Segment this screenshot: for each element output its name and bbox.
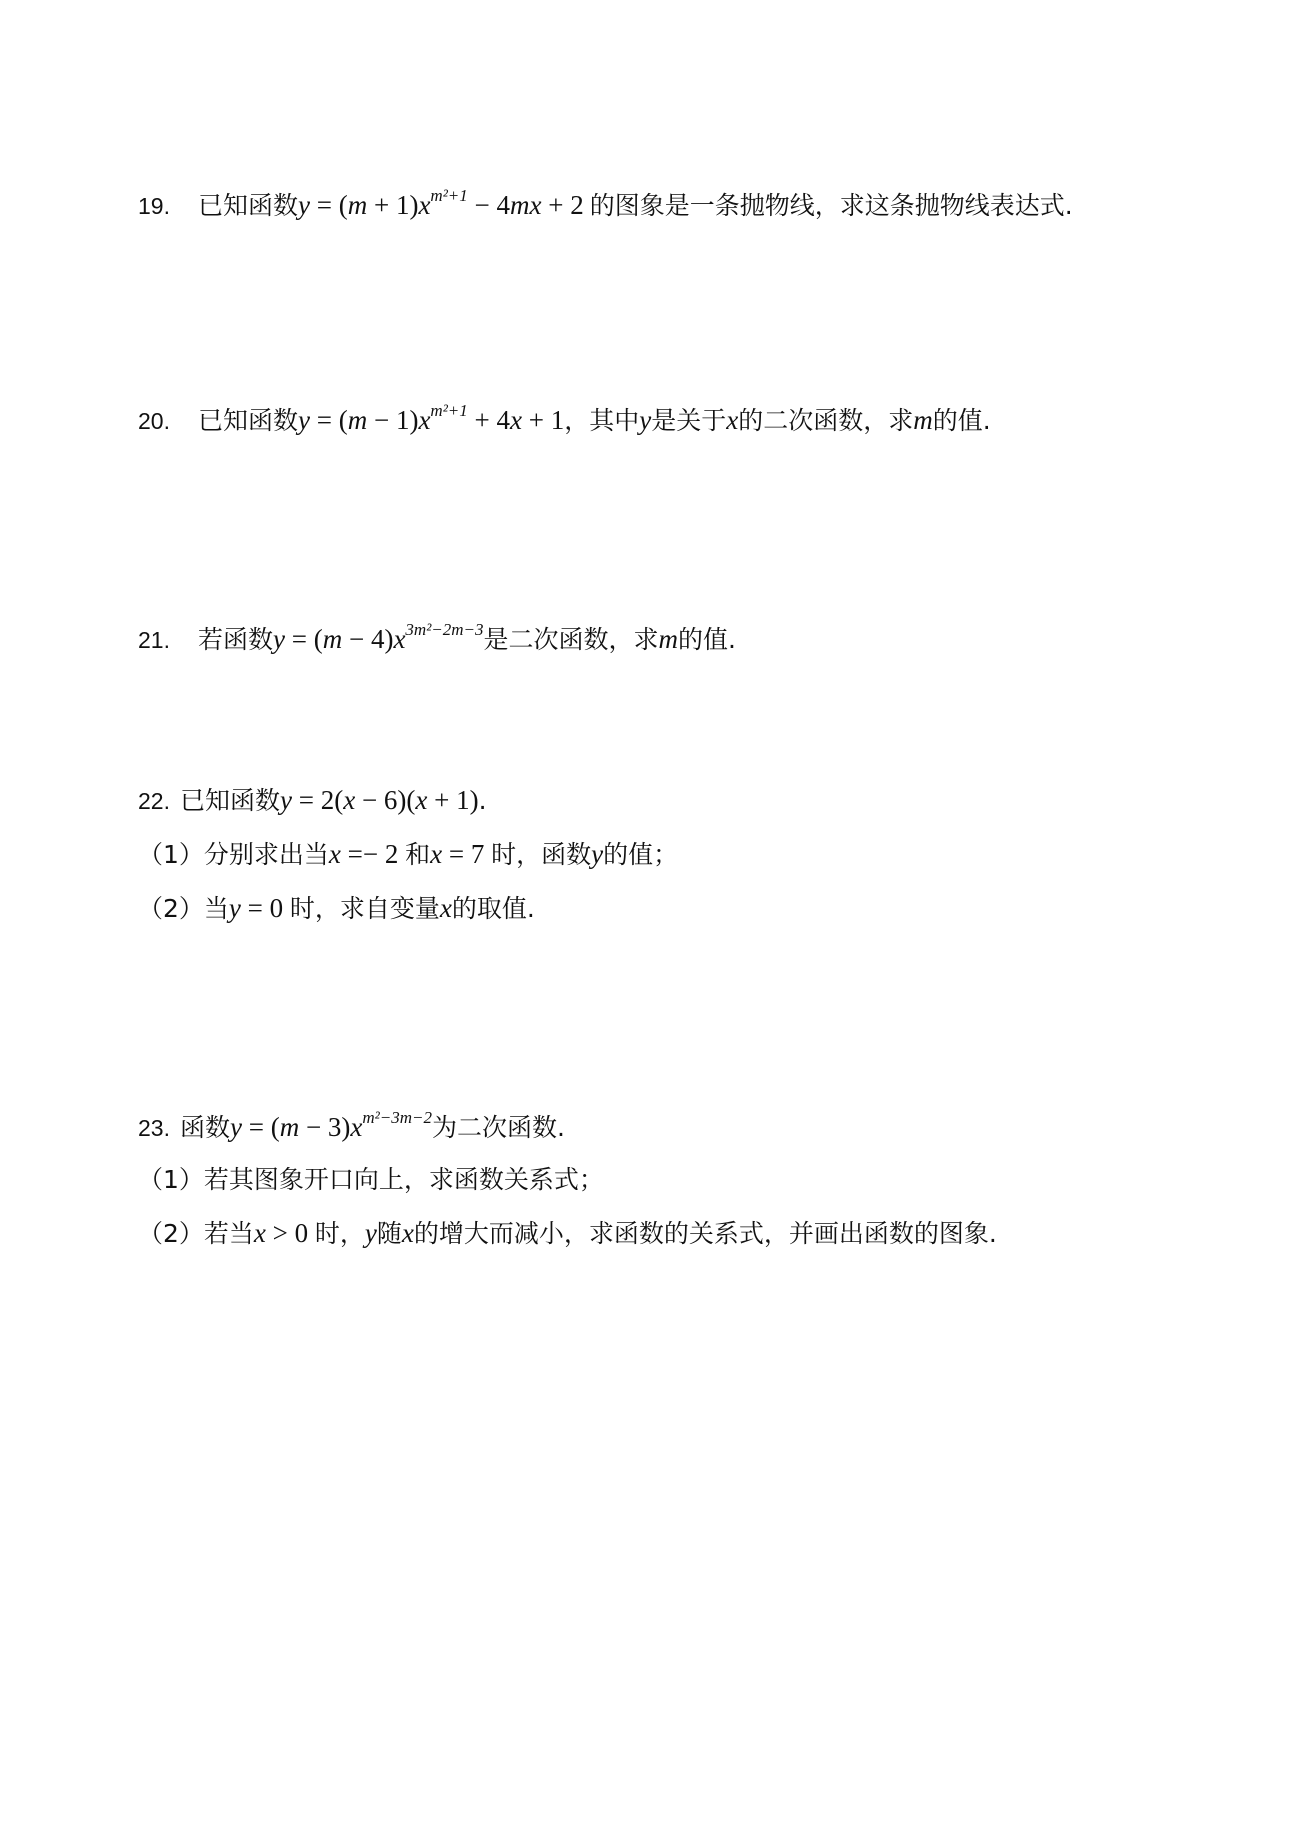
- question-22-part-1: （1）分别求出当x =− 2 和x = 7 时，函数y的值；: [138, 839, 679, 869]
- question-number: 19.: [138, 193, 170, 219]
- question-intro: 已知函数: [198, 191, 299, 220]
- question-intro: 已知函数: [198, 406, 299, 435]
- question-20: 20. 已知函数$y = (m - 1)x^{m^2+1} + 4x + 1$，其中y是关于x的二次函数，求m的值.: [138, 403, 991, 438]
- part-label: （2）: [138, 894, 204, 923]
- exponent: 3m²−2m−3: [405, 620, 484, 639]
- question-23-part-2: （2）若当x > 0 时，y随x的增大而减小，求函数的关系式，并画出函数的图象.: [138, 1218, 997, 1248]
- question-21: 21. 若函数$y = (m - 4)x^{3m^2-2m-3}$是二次函数，求m的值.: [138, 622, 736, 657]
- question-22-part-2: （2）当y = 0 时，求自变量x的取值.: [138, 893, 535, 923]
- question-intro: 函数: [179, 1113, 230, 1142]
- question-tail: 为二次函数.: [432, 1113, 565, 1142]
- formula: $y = (m - 1)x^{m^2+1} + 4x + 1$: [298, 401, 565, 435]
- formula: $y = (m - 4)x^{3m^2-2m-3}$: [273, 620, 484, 654]
- exponent: m²+1: [430, 401, 468, 420]
- part-label: （1）: [138, 1165, 204, 1194]
- formula: $y = (m - 3)x^{m^2-3m-2}$: [230, 1108, 432, 1142]
- question-intro: 已知函数: [179, 786, 280, 815]
- question-intro: 若函数: [198, 625, 274, 654]
- question-23-part-1: （1）若其图象开口向上，求函数关系式；: [138, 1165, 604, 1194]
- formula: y = 2(x − 6)(x + 1): [280, 785, 479, 815]
- question-number: 23.: [138, 1115, 170, 1141]
- exponent: m²+1: [430, 186, 468, 205]
- question-number: 20.: [138, 408, 170, 434]
- part-label: （1）: [138, 840, 204, 869]
- question-number: 22.: [138, 788, 170, 814]
- question-22: 22. 已知函数y = 2(x − 6)(x + 1).: [138, 783, 487, 818]
- question-19: [138, 188, 1073, 223]
- question-number: 21.: [138, 627, 170, 653]
- part-label: （2）: [138, 1219, 204, 1248]
- question-23: [138, 1110, 565, 1145]
- exponent: m²−3m−2: [362, 1108, 432, 1127]
- formula: $y = (m + 1)x^{m^2+1} - 4mx + 2$: [298, 186, 584, 220]
- question-tail: 的图象是一条抛物线，求这条抛物线表达式.: [589, 191, 1073, 220]
